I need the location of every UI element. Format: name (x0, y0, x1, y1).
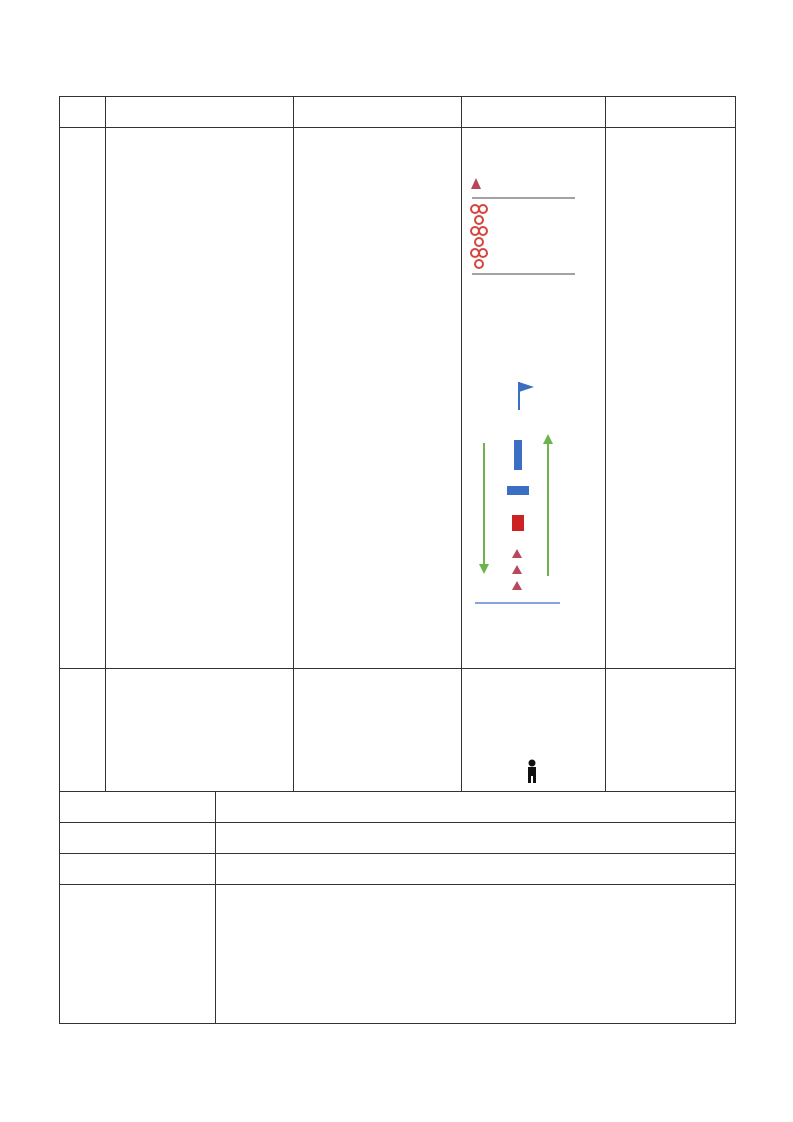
organization-diagram (462, 128, 605, 668)
jump-rings (471, 205, 487, 268)
teacher-icon (528, 760, 536, 784)
flag-icon (519, 382, 534, 410)
gym-mat (512, 515, 524, 531)
reflection-content[interactable] (216, 885, 735, 1023)
up-arrow (543, 434, 553, 576)
vault-box (507, 486, 529, 495)
basic-phase-label (60, 340, 105, 350)
end-formation-diagram (462, 669, 605, 791)
balance-beam (514, 440, 522, 470)
start-cone-marker (471, 178, 481, 189)
obstacle-cones (512, 549, 522, 590)
down-arrow (479, 443, 489, 574)
